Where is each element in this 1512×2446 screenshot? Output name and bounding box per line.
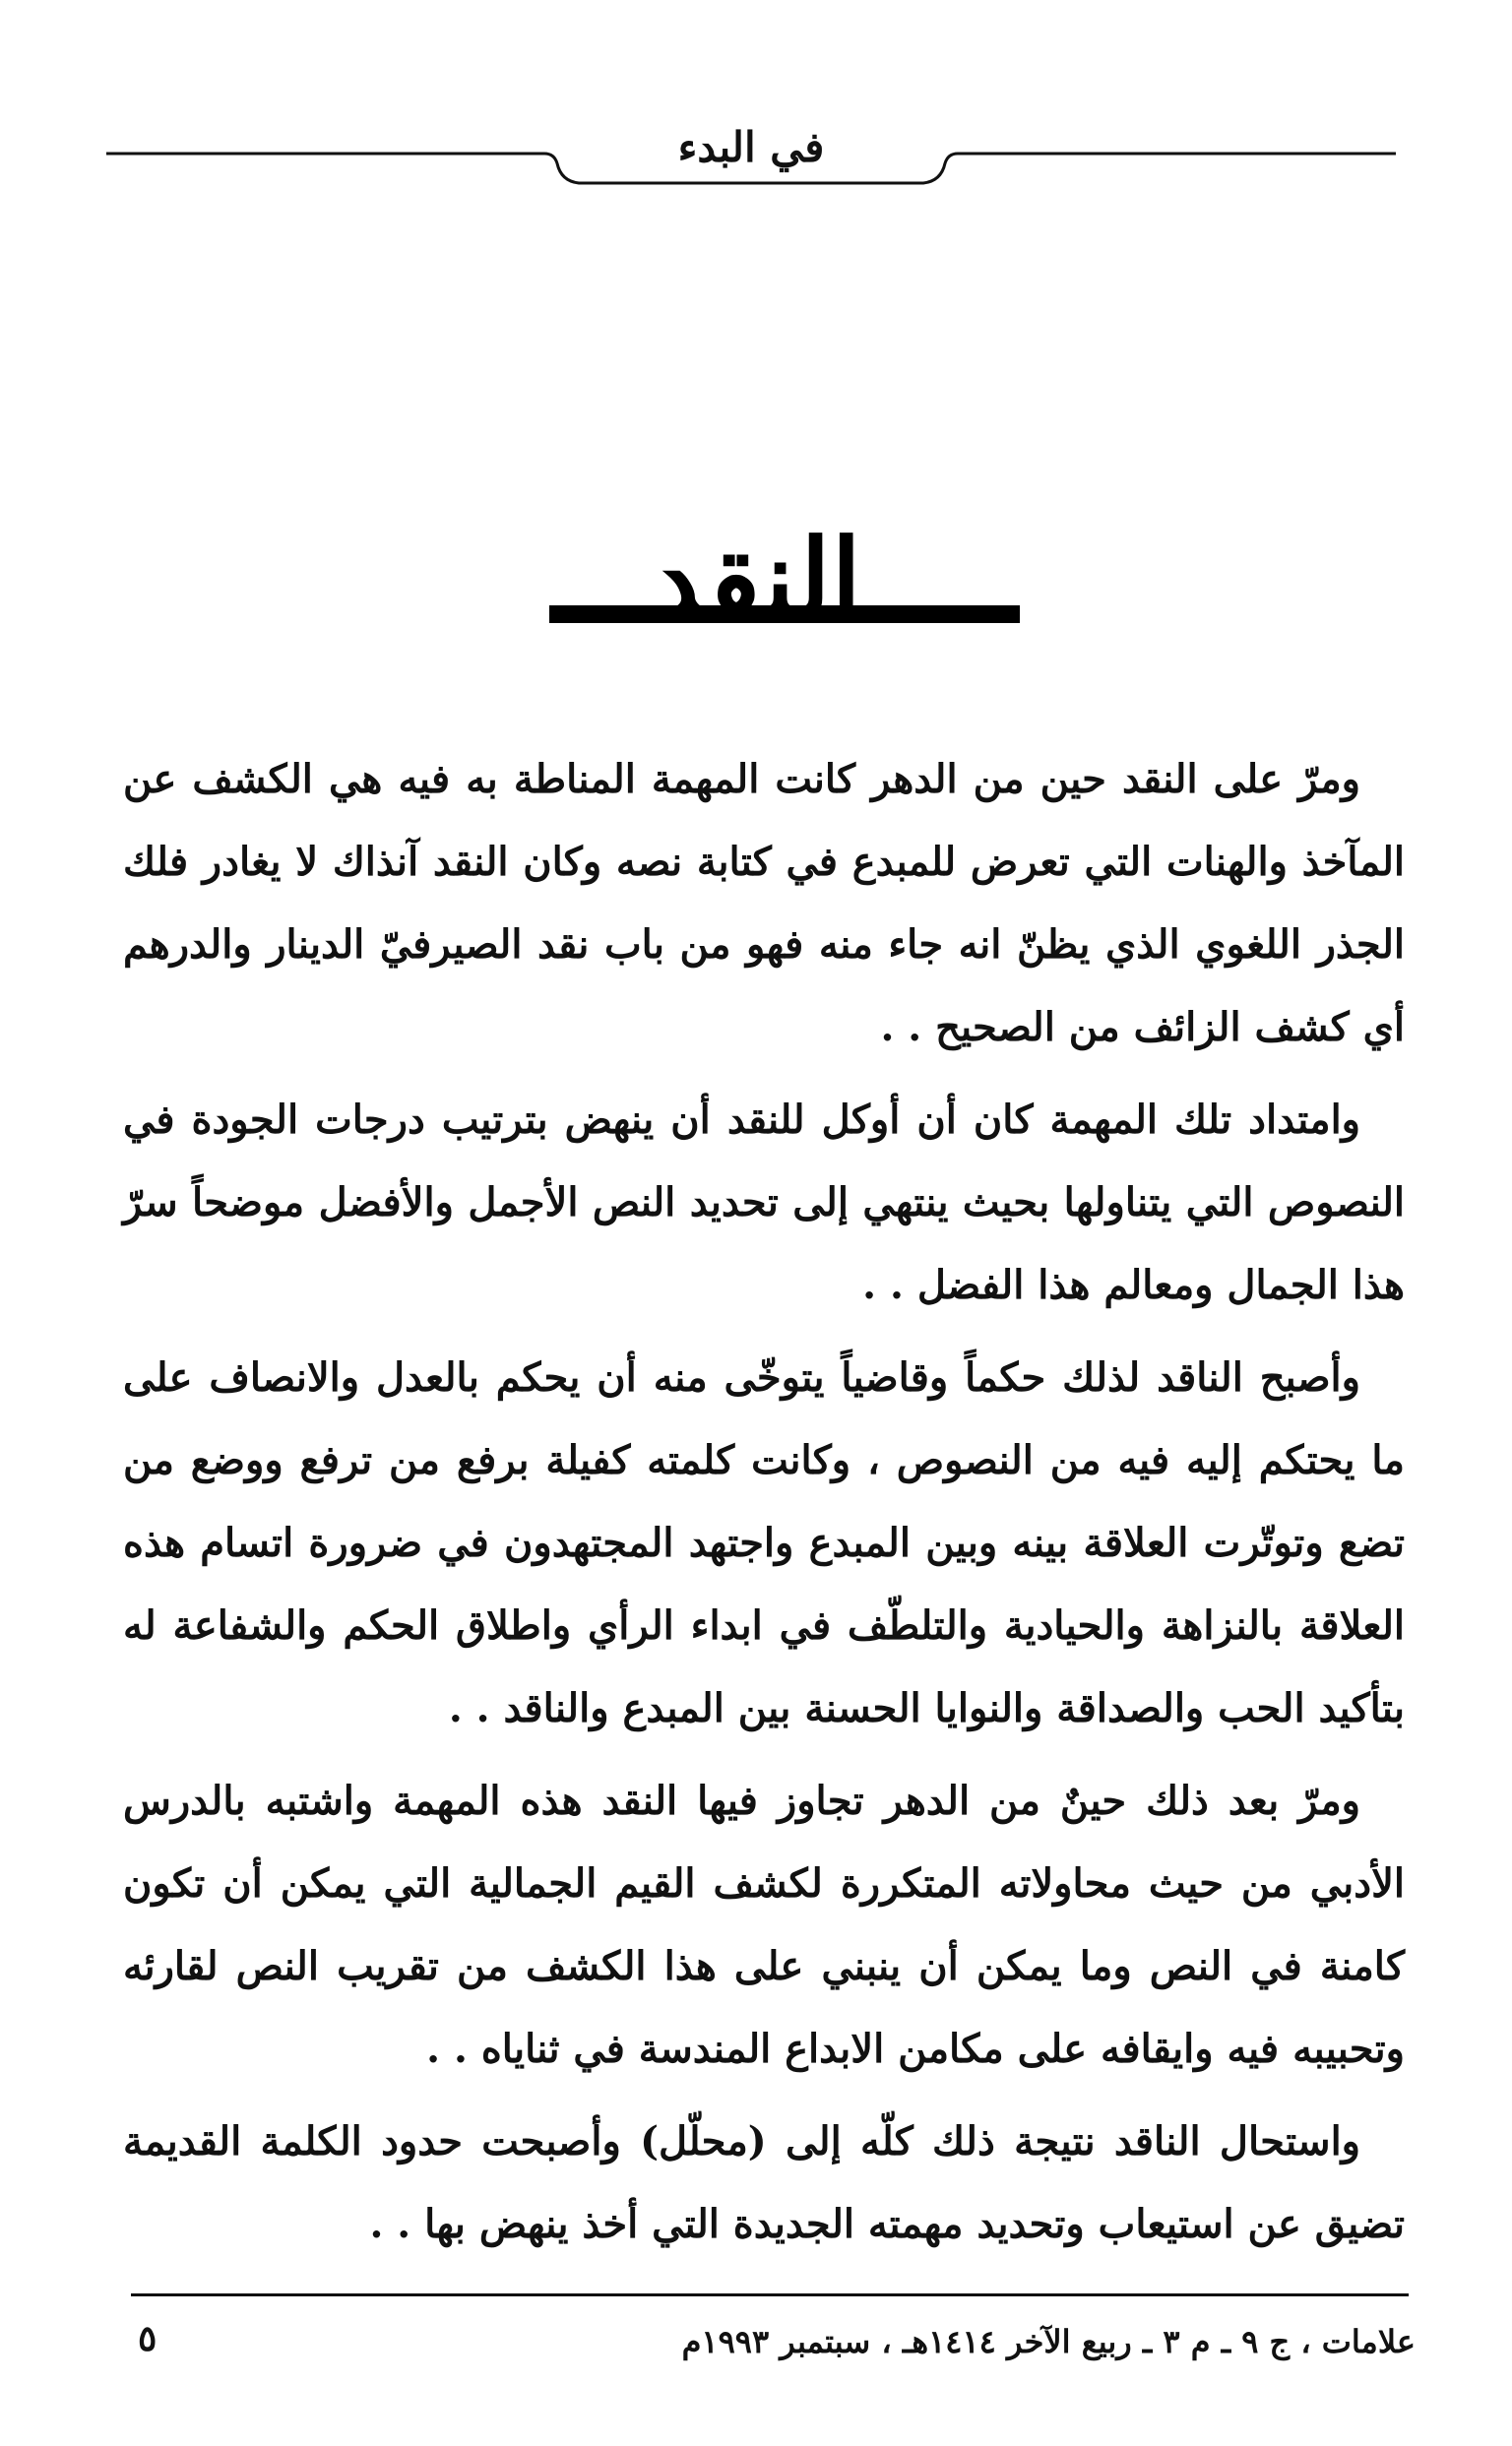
footer-rule <box>131 2293 1409 2296</box>
article-body <box>123 738 1405 2276</box>
header-title: في البدء <box>677 123 825 171</box>
footer-citation: علامات ، ج ٩ ـ م ٣ ـ ربيع الآخر ١٤١٤هـ ، سبتمبر ١٩٩٣م <box>681 2323 1416 2360</box>
running-header <box>106 116 1396 195</box>
paragraph: ومرّ على النقد حين من الدهر كانت المهمة المناطة به فيه هي الكشف عن المآخذ والهنات التي تعرض للمبدع في كتابة نصه وكان النقد آنذاك لا يغادر فلك الجذر اللغوي الذي يظنّ انه جاء منه فهو من باب نقد الصيرفيّ الدينار والدرهم أي كشف الزائف من الصحيح . . <box>123 756 1405 1050</box>
page-title: النقد <box>650 516 862 645</box>
paragraph: واستحال الناقد نتيجة ذلك كلّه إلى (محلّل) وأصبحت حدود الكلمة القديمة تضيق عن استيعاب وتحديد مهمته الجديدة التي أخذ ينهض بها . . <box>123 2118 1405 2247</box>
page-number: ٥ <box>138 2318 158 2359</box>
paragraph: وامتداد تلك المهمة كان أن أوكل للنقد أن ينهض بترتيب درجات الجودة في النصوص التي يتناولها بحيث ينتهي إلى تحديد النص الأجمل والأفضل موضحاً سرّ هذا الجمال ومعالم هذا الفضل . . <box>123 1097 1405 1308</box>
paragraph: وأصبح الناقد لذلك حكماً وقاضياً يتوخّى منه أن يحكم بالعدل والانصاف على ما يحتكم إليه فيه من النصوص ، وكانت كلمته كفيلة برفع من ترفع ووضع من تضع وتوتّرت العلاقة بينه وبين المبدع واجتهد المجتهدون في ضرورة اتسام هذه العلاقة بالنزاهة والحيادية والتلطّف في ابداء الرأي واطلاق الحكم والشفاعة له بتأكيد الحب والصداقة والنوايا الحسنة بين المبدع والناقد . . <box>123 1354 1405 1731</box>
paragraph: ومرّ بعد ذلك حينٌ من الدهر تجاوز فيها النقد هذه المهمة واشتبه بالدرس الأدبي من حيث محاولاته المتكررة لكشف القيم الجمالية التي يمكن أن تكون كامنة في النص وما يمكن أن ينبني على هذا الكشف من تقريب النص لقارئه وتحبيبه فيه وايقافه على مكامن الابداع المندسة في ثناياه . . <box>123 1778 1405 2072</box>
